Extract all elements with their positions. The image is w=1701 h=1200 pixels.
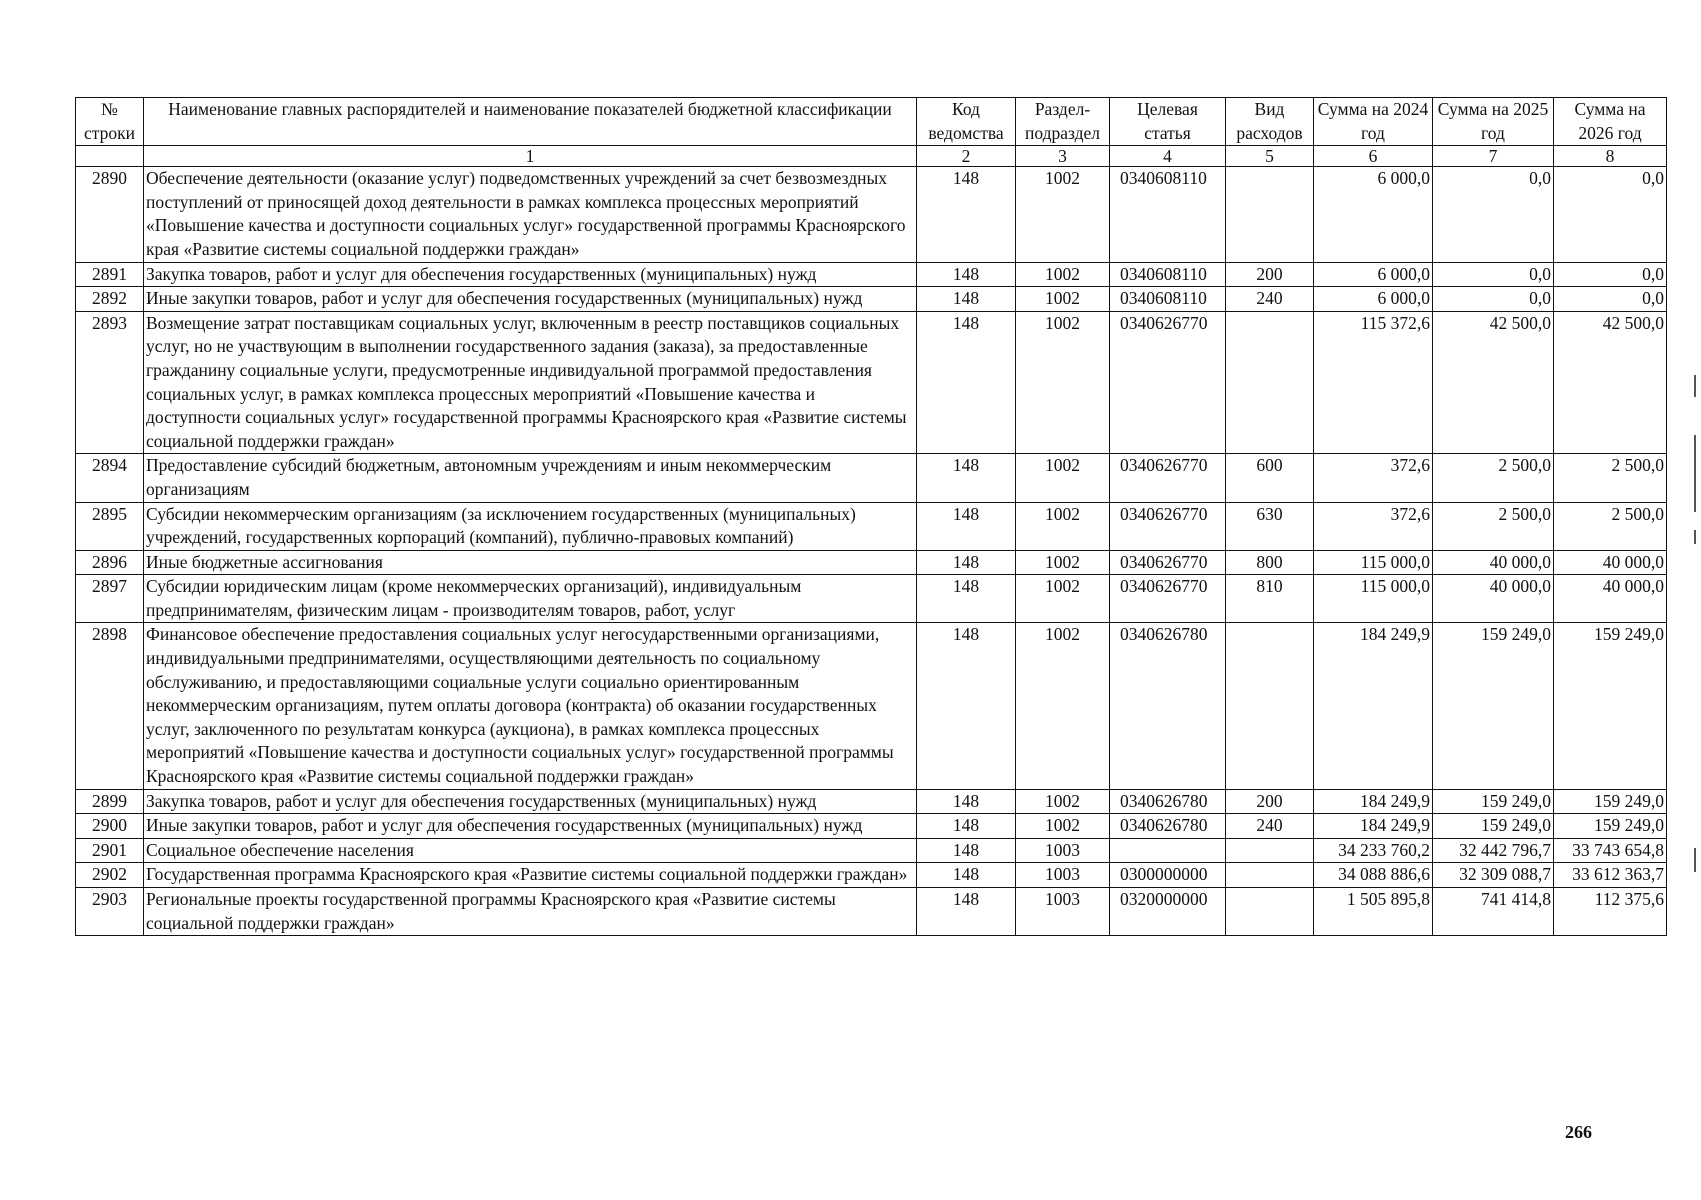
row-sum-2024: 372,6 [1314, 454, 1433, 502]
row-dept-code: 148 [917, 550, 1016, 575]
row-name: Предоставление субсидий бюджетным, автономным учреждениям и иным некоммерческим организациям [144, 454, 917, 502]
row-sum-2026: 0,0 [1554, 262, 1667, 287]
column-index: 4 [1110, 146, 1226, 167]
row-dept-code: 148 [917, 311, 1016, 454]
row-sum-2026: 40 000,0 [1554, 550, 1667, 575]
table-header-row [76, 98, 1667, 146]
row-sum-2024: 34 088 886,6 [1314, 863, 1433, 888]
row-sum-2026: 112 375,6 [1554, 888, 1667, 936]
row-number: 2898 [76, 623, 144, 789]
row-sum-2025: 159 249,0 [1433, 789, 1554, 814]
row-section: 1003 [1016, 863, 1110, 888]
header-sum-2025: Сумма на 2025 год [1433, 98, 1554, 146]
table-row [76, 502, 1667, 550]
header-name: Наименование главных распорядителей и наименование показателей бюджетной классификации [144, 98, 917, 146]
row-section: 1002 [1016, 287, 1110, 312]
row-sum-2024: 6 000,0 [1314, 262, 1433, 287]
row-target: 0340626770 [1110, 575, 1226, 623]
row-sum-2026: 0,0 [1554, 167, 1667, 262]
table-row [76, 863, 1667, 888]
row-sum-2024: 6 000,0 [1314, 287, 1433, 312]
row-section: 1002 [1016, 789, 1110, 814]
table-row [76, 623, 1667, 789]
header-target: Целевая статья [1110, 98, 1226, 146]
row-name: Государственная программа Красноярского края «Развитие системы социальной поддержки граждан» [144, 863, 917, 888]
row-sum-2026: 2 500,0 [1554, 454, 1667, 502]
row-dept-code: 148 [917, 262, 1016, 287]
row-sum-2025: 40 000,0 [1433, 550, 1554, 575]
row-sum-2025: 32 442 796,7 [1433, 838, 1554, 863]
row-sum-2025: 0,0 [1433, 287, 1554, 312]
column-index: 7 [1433, 146, 1554, 167]
header-row-no: № строки [76, 98, 144, 146]
row-number: 2890 [76, 167, 144, 262]
row-sum-2024: 115 000,0 [1314, 550, 1433, 575]
table-row [76, 789, 1667, 814]
row-target: 0340608110 [1110, 167, 1226, 262]
row-number: 2899 [76, 789, 144, 814]
row-exp-type: 630 [1226, 502, 1314, 550]
row-sum-2024: 372,6 [1314, 502, 1433, 550]
row-number: 2893 [76, 311, 144, 454]
row-name: Субсидии юридическим лицам (кроме некоммерческих организаций), индивидуальным предпринимателям, физическим лицам - производителям товаров, работ, услуг [144, 575, 917, 623]
row-dept-code: 148 [917, 575, 1016, 623]
row-exp-type: 600 [1226, 454, 1314, 502]
row-dept-code: 148 [917, 814, 1016, 839]
row-section: 1002 [1016, 814, 1110, 839]
table-row [76, 888, 1667, 936]
table-row [76, 262, 1667, 287]
row-sum-2026: 33 612 363,7 [1554, 863, 1667, 888]
row-dept-code: 148 [917, 789, 1016, 814]
row-section: 1002 [1016, 454, 1110, 502]
row-number: 2897 [76, 575, 144, 623]
row-name: Субсидии некоммерческим организациям (за исключением государственных (муниципальных) учреждений, государственных корпораций (компаний), публично-правовых компаний) [144, 502, 917, 550]
row-sum-2026: 159 249,0 [1554, 814, 1667, 839]
row-sum-2025: 0,0 [1433, 167, 1554, 262]
row-exp-type: 200 [1226, 262, 1314, 287]
table-row [76, 575, 1667, 623]
row-sum-2024: 184 249,9 [1314, 814, 1433, 839]
row-name: Финансовое обеспечение предоставления социальных услуг негосударственными организациями, индивидуальными предпринимателями, осуществляющими деятельность по социальному обслуживанию, и предоставляющими социальные услуги социально ориентированным некоммерческим организациям, путем оплаты договора (контракта) об оказании государственных услуг, заключенного по результатам конкурса (аукциона), в рамках комплекса процессных мероприятий «Повышение качества и доступности социальных услуг» государственной программы Красноярского края «Развитие системы социальной поддержки граждан» [144, 623, 917, 789]
row-dept-code: 148 [917, 863, 1016, 888]
row-sum-2025: 40 000,0 [1433, 575, 1554, 623]
column-index: 2 [917, 146, 1016, 167]
row-sum-2026: 159 249,0 [1554, 623, 1667, 789]
row-name: Иные закупки товаров, работ и услуг для обеспечения государственных (муниципальных) нужд [144, 814, 917, 839]
row-target: 0340626770 [1110, 311, 1226, 454]
scan-edge-mark [1694, 375, 1696, 397]
row-section: 1002 [1016, 167, 1110, 262]
row-name: Социальное обеспечение населения [144, 838, 917, 863]
header-exp-type: Вид расходов [1226, 98, 1314, 146]
row-sum-2025: 741 414,8 [1433, 888, 1554, 936]
column-index: 3 [1016, 146, 1110, 167]
row-sum-2025: 2 500,0 [1433, 502, 1554, 550]
row-target: 0340626770 [1110, 550, 1226, 575]
row-number: 2900 [76, 814, 144, 839]
row-sum-2026: 159 249,0 [1554, 789, 1667, 814]
row-sum-2025: 0,0 [1433, 262, 1554, 287]
row-sum-2024: 184 249,9 [1314, 789, 1433, 814]
table-row [76, 167, 1667, 262]
header-dept-code: Код ведомства [917, 98, 1016, 146]
row-exp-type: 800 [1226, 550, 1314, 575]
row-section: 1002 [1016, 311, 1110, 454]
row-dept-code: 148 [917, 287, 1016, 312]
table-row [76, 838, 1667, 863]
row-sum-2026: 33 743 654,8 [1554, 838, 1667, 863]
row-section: 1003 [1016, 838, 1110, 863]
table-row [76, 287, 1667, 312]
row-name: Закупка товаров, работ и услуг для обеспечения государственных (муниципальных) нужд [144, 262, 917, 287]
row-section: 1002 [1016, 262, 1110, 287]
row-exp-type: 200 [1226, 789, 1314, 814]
row-number: 2892 [76, 287, 144, 312]
column-index: 5 [1226, 146, 1314, 167]
page-number: 266 [1565, 1122, 1592, 1142]
row-sum-2025: 32 309 088,7 [1433, 863, 1554, 888]
row-target: 0340626770 [1110, 502, 1226, 550]
header-section: Раздел-подраздел [1016, 98, 1110, 146]
row-exp-type: 240 [1226, 814, 1314, 839]
row-sum-2026: 42 500,0 [1554, 311, 1667, 454]
row-target: 0340626780 [1110, 789, 1226, 814]
row-dept-code: 148 [917, 454, 1016, 502]
row-dept-code: 148 [917, 623, 1016, 789]
row-section: 1002 [1016, 623, 1110, 789]
table-row [76, 454, 1667, 502]
row-exp-type [1226, 838, 1314, 863]
row-sum-2026: 2 500,0 [1554, 502, 1667, 550]
row-sum-2026: 40 000,0 [1554, 575, 1667, 623]
header-sum-2026: Сумма на 2026 год [1554, 98, 1667, 146]
table-row [76, 550, 1667, 575]
row-name: Возмещение затрат поставщикам социальных услуг, включенным в реестр поставщиков социальных услуг, но не участвующим в выполнении государственного задания (заказа), за предоставленные гражданину социальные услуги, предусмотренные индивидуальной программой предоставления социальных услуг, в рамках комплекса процессных мероприятий «Повышение качества и доступности социальных услуг» государственной программы Красноярского края «Развитие системы социальной поддержки граждан» [144, 311, 917, 454]
row-target: 0300000000 [1110, 863, 1226, 888]
row-sum-2025: 2 500,0 [1433, 454, 1554, 502]
row-exp-type [1226, 167, 1314, 262]
row-exp-type: 810 [1226, 575, 1314, 623]
row-dept-code: 148 [917, 888, 1016, 936]
row-section: 1002 [1016, 502, 1110, 550]
row-number: 2902 [76, 863, 144, 888]
row-number: 2895 [76, 502, 144, 550]
row-exp-type [1226, 863, 1314, 888]
column-index: 8 [1554, 146, 1667, 167]
table-body [76, 167, 1667, 936]
column-index-row [76, 146, 1667, 167]
row-dept-code: 148 [917, 167, 1016, 262]
row-target: 0340626780 [1110, 814, 1226, 839]
row-dept-code: 148 [917, 502, 1016, 550]
row-exp-type: 240 [1226, 287, 1314, 312]
scan-edge-mark [1694, 530, 1696, 544]
row-dept-code: 148 [917, 838, 1016, 863]
table-row [76, 814, 1667, 839]
row-name: Региональные проекты государственной программы Красноярского края «Развитие системы социальной поддержки граждан» [144, 888, 917, 936]
row-target: 0340608110 [1110, 262, 1226, 287]
row-target: 0340626770 [1110, 454, 1226, 502]
row-number: 2894 [76, 454, 144, 502]
budget-table [75, 97, 1667, 936]
row-target: 0340608110 [1110, 287, 1226, 312]
row-section: 1002 [1016, 575, 1110, 623]
column-index [76, 146, 144, 167]
row-target: 0320000000 [1110, 888, 1226, 936]
row-sum-2026: 0,0 [1554, 287, 1667, 312]
row-name: Иные закупки товаров, работ и услуг для обеспечения государственных (муниципальных) нужд [144, 287, 917, 312]
row-sum-2024: 184 249,9 [1314, 623, 1433, 789]
row-number: 2896 [76, 550, 144, 575]
header-sum-2024: Сумма на 2024 год [1314, 98, 1433, 146]
scan-edge-mark [1694, 848, 1696, 872]
row-exp-type [1226, 623, 1314, 789]
column-index: 6 [1314, 146, 1433, 167]
row-sum-2024: 34 233 760,2 [1314, 838, 1433, 863]
table-row [76, 311, 1667, 454]
row-sum-2024: 1 505 895,8 [1314, 888, 1433, 936]
column-index: 1 [144, 146, 917, 167]
row-section: 1003 [1016, 888, 1110, 936]
row-number: 2903 [76, 888, 144, 936]
row-target: 0340626780 [1110, 623, 1226, 789]
row-sum-2024: 115 372,6 [1314, 311, 1433, 454]
row-name: Закупка товаров, работ и услуг для обеспечения государственных (муниципальных) нужд [144, 789, 917, 814]
row-number: 2901 [76, 838, 144, 863]
row-section: 1002 [1016, 550, 1110, 575]
row-number: 2891 [76, 262, 144, 287]
scan-edge-mark [1694, 460, 1696, 512]
row-name: Обеспечение деятельности (оказание услуг) подведомственных учреждений за счет безвозмездных поступлений от приносящей доход деятельности в рамках комплекса процессных мероприятий «Повышение качества и доступности социальных услуг» государственной программы Красноярского края «Развитие системы социальной поддержки граждан» [144, 167, 917, 262]
row-target [1110, 838, 1226, 863]
row-exp-type [1226, 311, 1314, 454]
row-exp-type [1226, 888, 1314, 936]
row-name: Иные бюджетные ассигнования [144, 550, 917, 575]
row-sum-2025: 159 249,0 [1433, 814, 1554, 839]
row-sum-2025: 159 249,0 [1433, 623, 1554, 789]
row-sum-2024: 6 000,0 [1314, 167, 1433, 262]
row-sum-2024: 115 000,0 [1314, 575, 1433, 623]
row-sum-2025: 42 500,0 [1433, 311, 1554, 454]
